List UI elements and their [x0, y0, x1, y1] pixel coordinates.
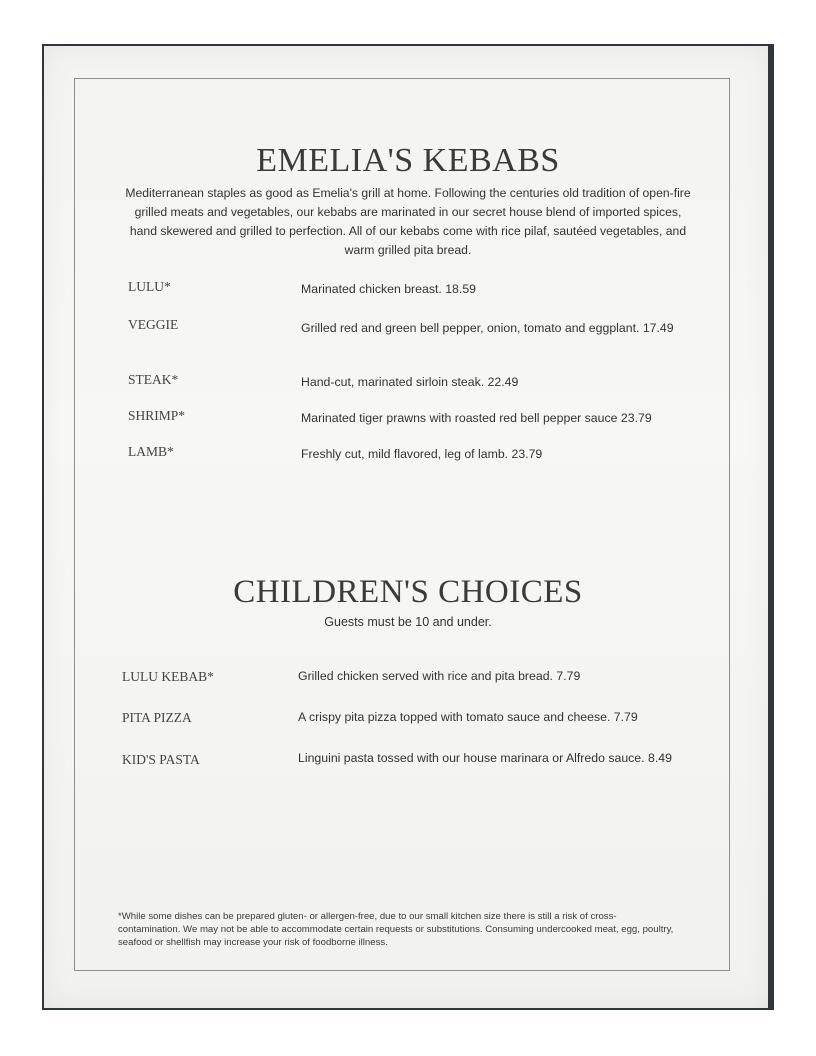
item-description: Grilled chicken served with rice and pita bread. 7.79 [298, 669, 581, 683]
kebabs-intro: Mediterranean staples as good as Emelia's grill at home. Following the centuries old tradition of open-fire grilled meats and vegetables, our kebabs are marinated in our secret house blend of imported spices, hand skewered and grilled to perfection. All of our kebabs come with rice pilaf, sautéed vegetables, and warm grilled pita bread. [125, 186, 691, 257]
item-name: LULU* [128, 279, 171, 294]
children-age-note: Guests must be 10 and under. [324, 615, 492, 629]
item-description: Grilled red and green bell pepper, onion, tomato and eggplant. 17.49 [301, 321, 674, 335]
item-name: PITA PIZZA [122, 710, 192, 725]
item-name: LULU KEBAB* [122, 669, 214, 684]
item-name: SHRIMP* [128, 408, 186, 423]
item-description: A crispy pita pizza topped with tomato sauce and cheese. 7.79 [298, 710, 638, 724]
children-section-title: CHILDREN'S CHOICES [233, 574, 583, 610]
item-description: Marinated chicken breast. 18.59 [301, 282, 476, 296]
allergen-disclaimer: *While some dishes can be prepared gluten- or allergen-free, due to our small kitchen size there is still a risk of cross-contamination. We may not be able to accommodate certain requests or substitutions. Consuming undercooked meat, egg, poultry, seafood or shellfish may increase your risk of foodborne illness. [118, 911, 674, 948]
item-description: Freshly cut, mild flavored, leg of lamb. 23.79 [301, 447, 543, 461]
item-description: Marinated tiger prawns with roasted red bell pepper sauce 23.79 [301, 411, 652, 425]
item-description: Hand-cut, marinated sirloin steak. 22.49 [301, 375, 519, 389]
item-name: VEGGIE [128, 317, 179, 332]
item-name: KID'S PASTA [122, 752, 200, 767]
item-description: Linguini pasta tossed with our house marinara or Alfredo sauce. 8.49 [298, 751, 672, 765]
item-name: LAMB* [128, 444, 174, 459]
item-name: STEAK* [128, 372, 179, 387]
kebabs-section-title: EMELIA'S KEBABS [256, 142, 560, 179]
